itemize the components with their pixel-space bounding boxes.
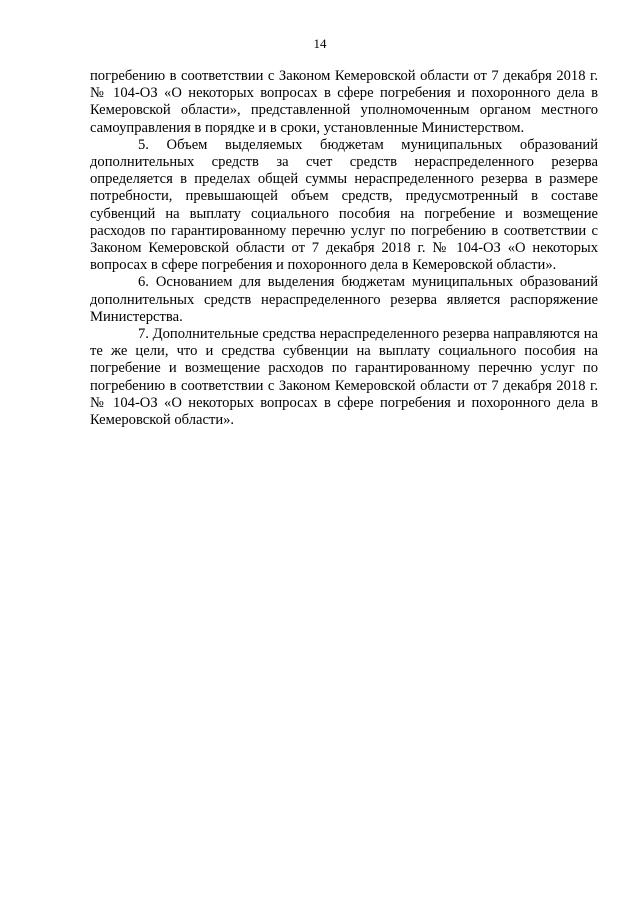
paragraph-5: 5. Объем выделяемых бюджетам муниципальных образований дополнительных средств за счет средств нераспределенного резерва определяется в пределах общей суммы нераспределенного резерва в размере потребности, превышающей объем средств, предусмотренный в составе субвенций на выплату социального пособия на погребение и возмещение расходов по гарантированному перечню услуг по погребению в соответствии с Законом Кемеровской области от 7 декабря 2018 г. № 104-ОЗ «О некоторых вопросах в сфере погребения и похоронного дела в Кемеровской области». (90, 136, 598, 274)
paragraph-6: 6. Основанием для выделения бюджетам муниципальных образований дополнительных средств нераспределенного резерва является распоряжение Министерства. (90, 274, 598, 325)
paragraph-continuation: погребению в соответствии с Законом Кемеровской области от 7 декабря 2018 г. № 104-ОЗ «О некоторых вопросах в сфере погребения и похоронного дела в Кемеровской области», представленной уполномоченным органом местного самоуправления в порядке и в сроки, установленные Министерством. (90, 68, 598, 136)
page-number: 14 (313, 36, 327, 51)
document-body (90, 68, 598, 429)
paragraph-7: 7. Дополнительные средства нераспределенного резерва направляются на те же цели, что и средства субвенции на выплату социального пособия на погребение и возмещение расходов по гарантированному перечню услуг по погребению в соответствии с Законом Кемеровской области от 7 декабря 2018 г. № 104-ОЗ «О некоторых вопросах в сфере погребения и похоронного дела в Кемеровской области». (90, 326, 598, 429)
